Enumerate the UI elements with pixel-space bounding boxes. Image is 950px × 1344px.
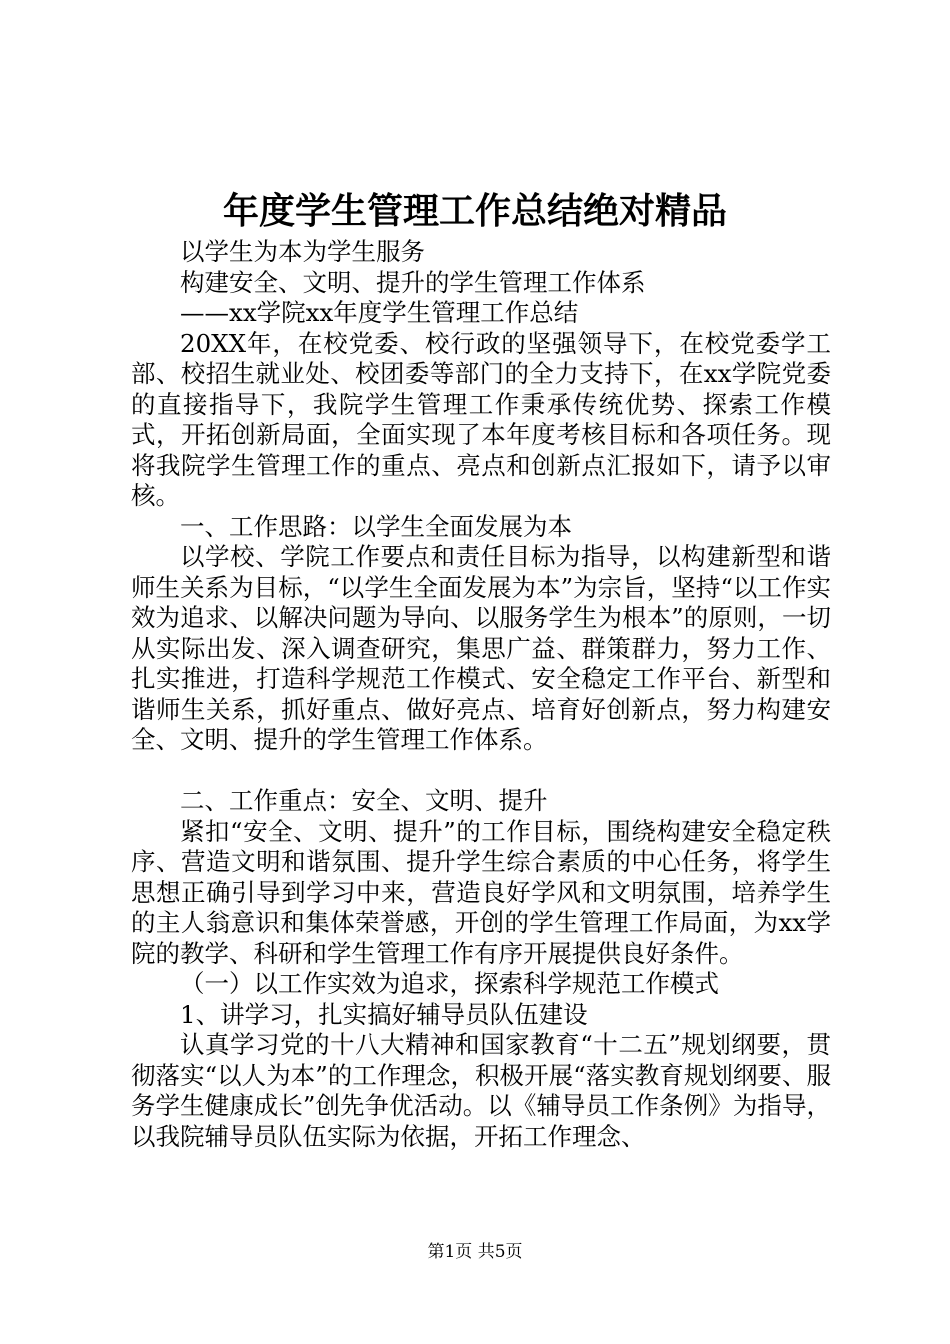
paragraph-gap bbox=[131, 756, 831, 787]
section-2-paragraph: 紧扣“安全、文明、提升”的工作目标，围绕构建安全稳定秩序、营造文明和谐氛围、提升学生综合素质的中心任务，将学生思想正确引导到学习中来，营造良好学风和文明氛围，培养学生的主人翁意识和集体荣誉感，开创的学生管理工作局面，为xx学院的教学、科研和学生管理工作有序开展提供良好条件。 bbox=[131, 816, 831, 968]
subtitle-line-3: ——xx学院xx年度学生管理工作总结 bbox=[180, 298, 579, 327]
item-1-paragraph: 认真学习党的十八大精神和国家教育“十二五”规划纲要，贯彻落实“以人为本”的工作理念，积极开展“落实教育规划纲要、服务学生健康成长”创先争优活动。以《辅导员工作条例》为指导，以我院辅导员队伍实际为依据，开拓工作理念、 bbox=[131, 1030, 831, 1151]
subsection-heading-1: （一）以工作实效为追求，探索科学规范工作模式 bbox=[180, 969, 719, 998]
intro-paragraph: 20XX年，在校党委、校行政的坚强领导下，在校党委学工部、校招生就业处、校团委等部门的全力支持下，在xx学院党委的直接指导下，我院学生管理工作秉承传统优势、探索工作模式，开拓创新局面，全面实现了本年度考核目标和各项任务。现将我院学生管理工作的重点、亮点和创新点汇报如下，请予以审核。 bbox=[131, 328, 831, 510]
section-1-paragraph: 以学校、学院工作要点和责任目标为指导，以构建新型和谐师生关系为目标，“以学生全面发展为本”为宗旨，坚持“以工作实效为追求、以解决问题为导向、以服务学生为根本”的原则，一切从实际出发、深入调查研究，集思广益、群策群力，努力工作、扎实推进，打造科学规范工作模式、安全稳定工作平台、新型和谐师生关系，抓好重点、做好亮点、培育好创新点，努力构建安全、文明、提升的学生管理工作体系。 bbox=[131, 542, 831, 754]
document-body bbox=[131, 237, 831, 1152]
subtitle-line-2: 构建安全、文明、提升的学生管理工作体系 bbox=[180, 267, 646, 297]
document-title: 年度学生管理工作总结绝对精品 bbox=[222, 190, 727, 232]
page-footer: 第1页 共5页 bbox=[427, 1242, 523, 1262]
item-heading-1: 1、讲学习，扎实搞好辅导员队伍建设 bbox=[180, 999, 588, 1029]
section-heading-2: 二、工作重点：安全、文明、提升 bbox=[180, 786, 548, 815]
section-heading-1: 一、工作思路：以学生全面发展为本 bbox=[180, 511, 572, 541]
subtitle-line-1: 以学生为本为学生服务 bbox=[180, 237, 425, 266]
